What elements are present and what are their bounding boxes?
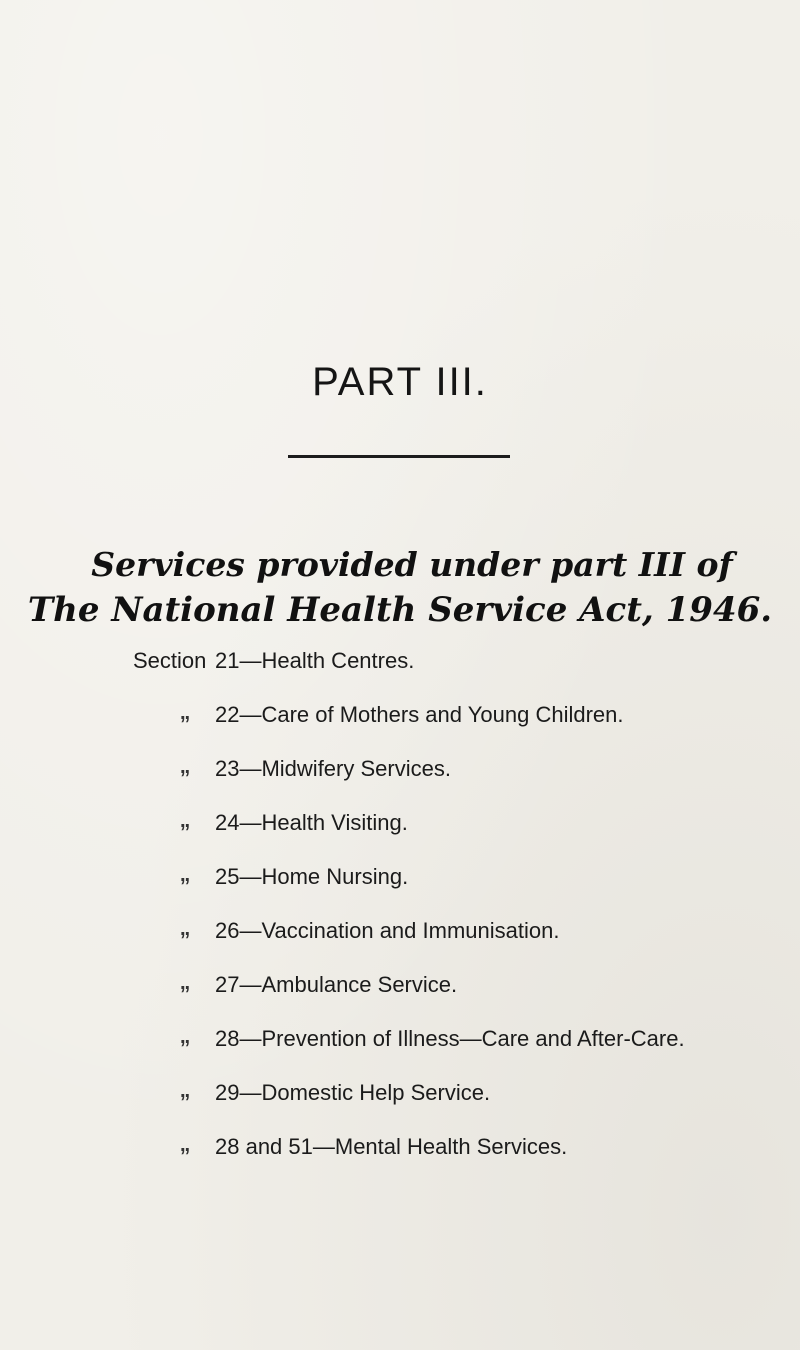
section-entry: 25—Home Nursing. <box>215 864 409 889</box>
heading-line-2: The National Health Service Act, 1946. <box>27 590 773 630</box>
part-title: PART III. <box>312 360 488 404</box>
ditto-mark: ,, <box>180 756 190 778</box>
ditto-mark: ,, <box>180 864 190 886</box>
section-entry: 27—Ambulance Service. <box>215 972 458 997</box>
list-item <box>0 864 800 904</box>
list-item <box>0 1134 800 1174</box>
list-item <box>0 972 800 1012</box>
list-item <box>0 918 800 958</box>
section-entry: 26—Vaccination and Immunisation. <box>215 918 560 943</box>
section-entry: 24—Health Visiting. <box>215 810 408 835</box>
ditto-mark: ,, <box>180 1134 190 1156</box>
ditto-mark: ,, <box>180 918 190 940</box>
section-entry: 28—Prevention of Illness—Care and After-Care. <box>215 1026 685 1051</box>
ditto-mark: ,, <box>180 1080 190 1102</box>
ditto-mark: ,, <box>180 810 190 832</box>
ditto-mark: ,, <box>180 972 190 994</box>
section-entry: 23—Midwifery Services. <box>215 756 451 781</box>
ditto-mark: ,, <box>180 1026 190 1048</box>
section-entry: 22—Care of Mothers and Young Children. <box>215 702 624 727</box>
title-rule <box>288 455 510 458</box>
section-prefix: Section <box>133 648 207 673</box>
section-entry: 29—Domestic Help Service. <box>215 1080 491 1105</box>
section-entry: 28 and 51—Mental Health Services. <box>215 1134 568 1159</box>
ditto-mark: ,, <box>180 702 190 724</box>
list-item <box>0 810 800 850</box>
list-item <box>0 1080 800 1120</box>
section-entry: 21—Health Centres. <box>215 648 415 673</box>
list-item <box>0 1026 800 1066</box>
list-item <box>0 756 800 796</box>
list-item <box>0 702 800 742</box>
list-item <box>0 648 800 688</box>
heading-line-1: Services provided under part III of <box>91 545 733 584</box>
